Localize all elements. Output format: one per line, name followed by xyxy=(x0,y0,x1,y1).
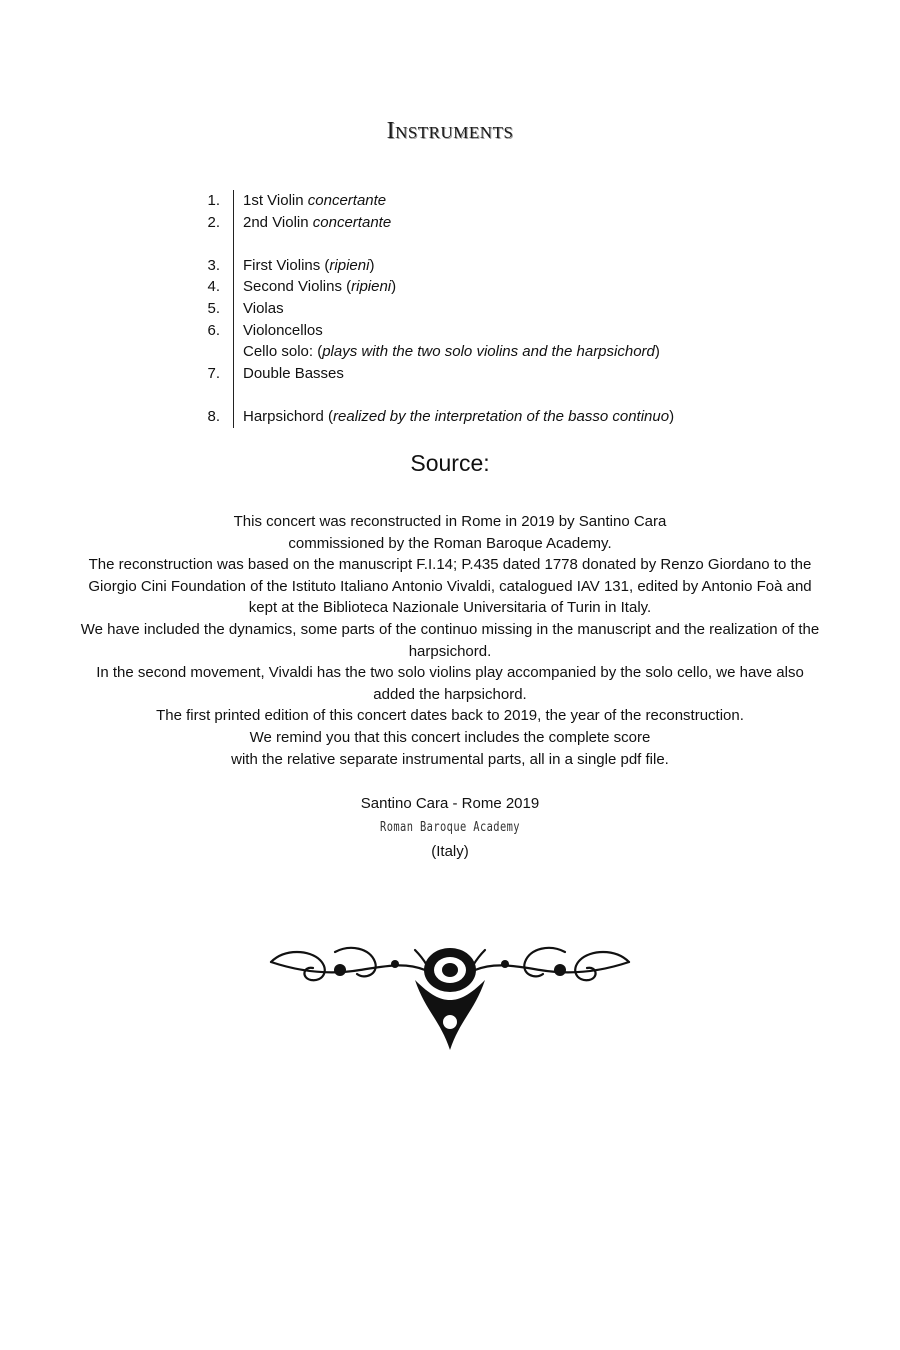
list-item xyxy=(190,190,750,212)
paragraph: We have included the dynamics, some parts of the continuo missing in the manuscript and the realization of the harpsichord. xyxy=(80,620,820,660)
signature-academy: Roman Baroque Academy xyxy=(380,820,520,835)
item-number: 3. xyxy=(207,256,220,274)
item-text: First Violins (ripieni) xyxy=(243,256,375,274)
signature-block xyxy=(0,792,900,864)
item-text: Violoncellos xyxy=(243,321,323,339)
instrument-list xyxy=(190,190,750,428)
list-item xyxy=(190,341,750,363)
paragraph: In the second movement, Vivaldi has the two solo violins play accompanied by the solo cello, we have also added the harpsichord. xyxy=(96,664,804,703)
item-number: 1. xyxy=(207,192,220,209)
ornament-flourish-icon xyxy=(265,940,635,1055)
list-item xyxy=(190,406,750,428)
list-item xyxy=(190,298,750,320)
source-heading: Source: xyxy=(410,450,490,476)
item-number: 2. xyxy=(207,213,220,231)
list-item xyxy=(190,255,750,277)
item-number xyxy=(190,341,220,363)
list-item xyxy=(190,212,750,234)
paragraph: This concert was reconstructed in Rome in 2019 by Santino Cara xyxy=(233,513,667,530)
paragraph: The reconstruction was based on the manuscript F.I.14; P.435 dated 1778 donated by Renzo Giordano to the Giorgio Cini Foundation of the Istituto Italiano Antonio Vivaldi, catalogued IAV 131, edited by Antonio Foà and kept at the Biblioteca Nazionale Universitaria of Turin in Italy. xyxy=(88,556,812,617)
paragraph: The first printed edition of this concert dates back to 2019, the year of the reconstruction. xyxy=(156,707,744,725)
item-number: 6. xyxy=(207,321,220,339)
list-item xyxy=(190,320,750,342)
paragraph: with the relative separate instrumental parts, all in a single pdf file. xyxy=(231,750,669,768)
item-text: 2nd Violin concertante xyxy=(243,213,392,231)
page-title: Instruments xyxy=(386,118,514,144)
signature-country: (Italy) xyxy=(431,843,469,860)
item-number: 7. xyxy=(207,364,220,382)
item-number: 8. xyxy=(207,407,220,425)
signature-name: Santino Cara - Rome 2019 xyxy=(360,795,540,812)
item-text: Violas xyxy=(243,299,284,317)
item-text: Second Violins (ripieni) xyxy=(243,278,397,296)
item-number: 4. xyxy=(207,278,220,296)
item-text: 1st Violin concertante xyxy=(243,192,387,209)
source-body xyxy=(80,511,820,770)
item-text: Cello solo: (plays with the two solo violins and the harpsichord) xyxy=(243,343,660,361)
paragraph: commissioned by the Roman Baroque Academy. xyxy=(288,534,612,552)
item-number: 5. xyxy=(207,299,220,317)
item-text: Harpsichord (realized by the interpretation of the basso continuo) xyxy=(243,407,675,425)
item-text: Double Basses xyxy=(243,364,344,382)
paragraph: We remind you that this concert includes the complete score xyxy=(249,728,651,746)
list-item xyxy=(190,363,750,385)
list-item xyxy=(190,276,750,298)
